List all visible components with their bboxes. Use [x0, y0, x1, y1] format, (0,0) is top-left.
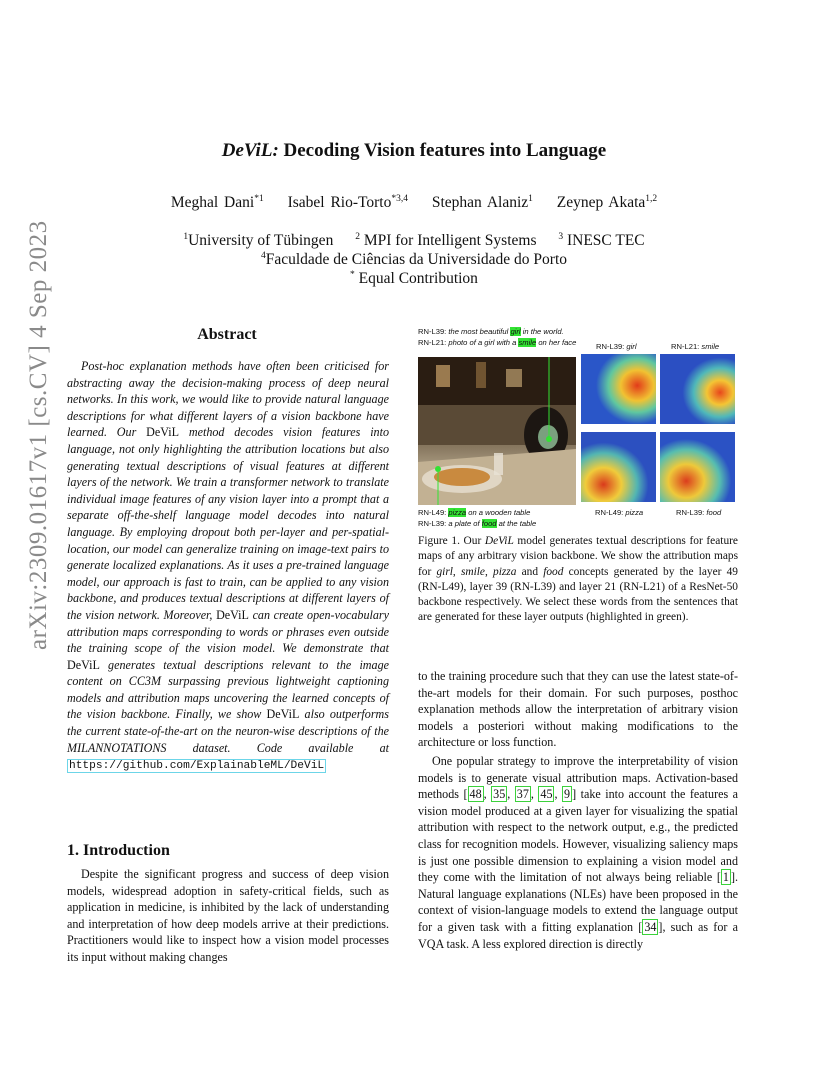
- abstract-p4: generates textual descriptions relevant to the image content on CC3M surpassing previous lightweight captioning models and attribution maps uncovering the learned concepts of the vision backbone. Finally, we show: [67, 657, 389, 722]
- paragraph-part: . Natural language explanations (NLEs) have been proposed in the context of vision-language models to extend the language output for a given task with a fitting explanation: [418, 870, 738, 934]
- paragraph-part: take into account the features a vision model produced at a given layer for visualizing the spatial attribution with respect to the network output, e.g., the predicted class for recognition models. However, visualizing saliency maps is just one possible dimension to explaining a vision model and they come with the limitation of not always being reliable: [418, 787, 739, 885]
- citation-link[interactable]: 9: [564, 787, 571, 802]
- author-name: Meghal Dani: [170, 194, 255, 211]
- layer-label: RN-L39:: [418, 327, 449, 336]
- caption-part: the most beautiful: [448, 327, 511, 336]
- figure-caption: [418, 534, 738, 626]
- abstract-p1: Post-hoc explanation methods have often been criticised for abstracting away the decision-making process of deep neural networks. In this work, we would like to provide natural language descriptions for what different layers of a vision backbone have learned. Our: [67, 359, 389, 440]
- devil-name: DeViL: [216, 607, 249, 622]
- paper-title: [0, 140, 828, 162]
- citation-link[interactable]: 48: [469, 787, 482, 802]
- citation-link[interactable]: 1: [722, 870, 729, 885]
- concept-word: pizza: [625, 508, 644, 517]
- layer-label: RN-L39:: [596, 342, 627, 351]
- devil-name: DeViL: [266, 707, 300, 722]
- affil-name: MPI for Intelligent Systems: [363, 232, 537, 249]
- author-sup: 1,2: [645, 194, 658, 204]
- affil-name: INESC TEC: [566, 232, 645, 249]
- layer-label: RN-L39:: [418, 519, 449, 528]
- affiliations-line2: [0, 251, 828, 269]
- caption-part: girl: [436, 565, 453, 578]
- caption-part: a plate of: [448, 519, 482, 528]
- devil-name: DeViL: [67, 657, 100, 672]
- figure-1: [418, 327, 738, 530]
- caption-part: smile: [460, 565, 485, 578]
- affiliation: [183, 232, 333, 249]
- citation-link[interactable]: 37: [516, 787, 529, 802]
- caption-part: on a wooden table: [466, 508, 531, 517]
- citation-link[interactable]: 35: [493, 787, 506, 802]
- author-sup: *1: [254, 194, 264, 204]
- caption-part: photo of a girl with a: [448, 338, 519, 347]
- caption-part: on her face: [536, 338, 577, 347]
- abstract-text: [67, 358, 389, 775]
- paragraph-part: One popular strategy to improve the interpretability of vision models is to generate visual attribution maps. Activation-based methods: [418, 754, 738, 802]
- heatmap-label-girl: [596, 342, 637, 351]
- citation-link[interactable]: 45: [540, 787, 553, 802]
- heatmap-pizza-graphic: [581, 432, 656, 502]
- caption-part: concepts generated by the layer 49 (RN-L49), layer 39 (RN-L39) and layer 21 (RN-L21) of a ResNet-50 backbone respectively. We select these words from the sentences that are generated for these layer outputs (highlighted in green).: [418, 565, 738, 624]
- title-italic: DeViL:: [221, 140, 279, 161]
- caption-part: Figure 1. Our: [418, 535, 485, 547]
- heatmap-smile-graphic: [660, 354, 735, 424]
- author-sup: *3,4: [391, 194, 408, 204]
- caption-part: ,: [484, 565, 493, 578]
- affil-sup: 1: [183, 232, 189, 242]
- highlight-word: girl: [510, 327, 521, 336]
- code-link[interactable]: https://github.com/ExplainableML/DeViL: [69, 760, 325, 773]
- equal-contribution-text: Equal Contribution: [358, 270, 478, 287]
- caption-part: in the world.: [520, 327, 564, 336]
- author-sup: 1: [528, 194, 533, 204]
- right-paragraph-2: One popular strategy to improve the interpretability of vision models is to generate visual attribution maps. Activation-based methods [ 48 , 35 , 37 , 45 , 9 ] take into account the features a vision model produced at a given layer for visualizing the spatial attribution with respect to the network output, e.g., the predicted class for recognition models. However, visualizing saliency maps is just one possible dimension to explaining a vision model and they come with the limitation of not always being reliable [ 1 ]. Natural language explanations (NLEs) have been proposed in the context of vision-language models to extend the language output for a given task with a fitting explanation [ 34 ], such as for a VQA task. A less explored direction is directly: [418, 754, 739, 951]
- introduction-heading: 1. Introduction: [67, 842, 170, 859]
- photo-illustration: [418, 357, 576, 505]
- caption-l39-food: [418, 519, 536, 528]
- author: [557, 194, 657, 211]
- layer-label: RN-L49:: [595, 508, 626, 517]
- heatmap-food: [660, 432, 735, 502]
- caption-part: DeViL: [484, 535, 514, 547]
- arxiv-stamp: arXiv:2309.01617v1 [cs.CV] 4 Sep 2023: [25, 220, 52, 650]
- affil-name: University of Tübingen: [188, 232, 334, 249]
- heatmap-label-food: [676, 508, 721, 517]
- equal-contribution-note: [0, 270, 828, 288]
- heatmap-label-smile: [671, 342, 719, 351]
- heatmap-smile: [660, 354, 735, 424]
- caption-part: model generates textual descriptions for feature maps of any arbitrary vision backbone. We show the attribution maps for: [418, 535, 738, 578]
- abstract-p5: also outperforms the current state-of-the-art on the neuron-wise descriptions of the MILANNOTATIONS dataset. Code available at: [67, 707, 389, 755]
- highlight-word: food: [481, 519, 497, 528]
- paragraph-part: , such as for a VQA task. A less explored direction is directly: [418, 919, 738, 951]
- caption-l49-pizza: [418, 508, 530, 517]
- heatmap-girl-graphic: [581, 354, 656, 424]
- affil-name: Faculdade de Ciências da Universidade do Porto: [265, 251, 568, 268]
- heatmap-label-pizza: [595, 508, 643, 517]
- author-name: Isabel Rio-Torto: [287, 194, 392, 211]
- heatmap-pizza: [581, 432, 656, 502]
- heatmap-food-graphic: [660, 432, 735, 502]
- caption-l21-smile: [418, 338, 576, 347]
- concept-word: food: [706, 508, 722, 517]
- title-rest: Decoding Vision features into Language: [278, 140, 607, 161]
- caption-part: ,: [452, 565, 461, 578]
- highlight-word: pizza: [448, 508, 467, 517]
- author: [432, 194, 533, 211]
- concept-word: smile: [701, 342, 720, 351]
- devil-name: DeViL: [146, 425, 180, 440]
- layer-label: RN-L21:: [418, 338, 449, 347]
- caption-part: pizza: [493, 565, 517, 578]
- author-list: [0, 194, 828, 212]
- caption-part: food: [543, 565, 564, 578]
- caption-part: and: [516, 565, 544, 578]
- abstract-heading: Abstract: [197, 326, 257, 343]
- equal-sup: *: [350, 270, 355, 280]
- restaurant-photo: [418, 357, 576, 505]
- affiliation: [558, 232, 644, 249]
- author: [288, 194, 408, 211]
- author: [171, 194, 264, 211]
- affil-sup: 2: [355, 232, 360, 242]
- concept-word: girl: [626, 342, 637, 351]
- introduction-text: Despite the significant progress and success of deep vision models, widespread adoption in safety-critical fields, such as application in medicine, is inhibited by the lack of understanding and interpretation of how deep models arrive at their predictions. Practitioners would like to inspect how a vision model processes its input without making changes: [67, 867, 389, 964]
- layer-label: RN-L21:: [671, 342, 702, 351]
- affil-sup: 4: [260, 251, 266, 261]
- caption-l39-girl: [418, 327, 564, 336]
- author-name: Stephan Alaniz: [431, 194, 529, 211]
- right-paragraph-1: to the training procedure such that they can use the latest state-of-the-art models for their domain. For such purposes, posthoc explanation methods allow the interpretation of arbitrary vision models a posteriori without making modifications to the architecture or loss function.: [418, 669, 738, 750]
- heatmap-girl: [581, 354, 656, 424]
- affiliations-line1: [0, 232, 828, 250]
- layer-label: RN-L49:: [418, 508, 449, 517]
- author-name: Zeynep Akata: [556, 194, 646, 211]
- affiliation: [355, 232, 536, 249]
- layer-label: RN-L39:: [676, 508, 707, 517]
- affil-sup: 3: [558, 232, 564, 242]
- citation-link[interactable]: 34: [644, 919, 657, 934]
- caption-part: at the table: [496, 519, 537, 528]
- abstract-p2: method decodes vision features into language, not only highlighting the attribution locations but also generating textual descriptions of visual features at different layers of the network. We train a transformer network to translate individual image features of any vision layer into a prompt that a separate off-the-shelf language model decodes into natural language. By employing dropout both per-layer and per-spatial-location, our model can generalize training on image-text pairs to generate localized explanations. As it uses a pre-trained language model, our approach is fast to train, can be applied to any vision backbone, and produces textual descriptions at different layers of the vision network. Moreover,: [67, 425, 390, 622]
- abstract-p3: can create open-vocabulary attribution maps corresponding to words or phrases even outside the training scope of the vision model. We demonstrate that: [67, 607, 389, 656]
- highlight-word: smile: [518, 338, 537, 347]
